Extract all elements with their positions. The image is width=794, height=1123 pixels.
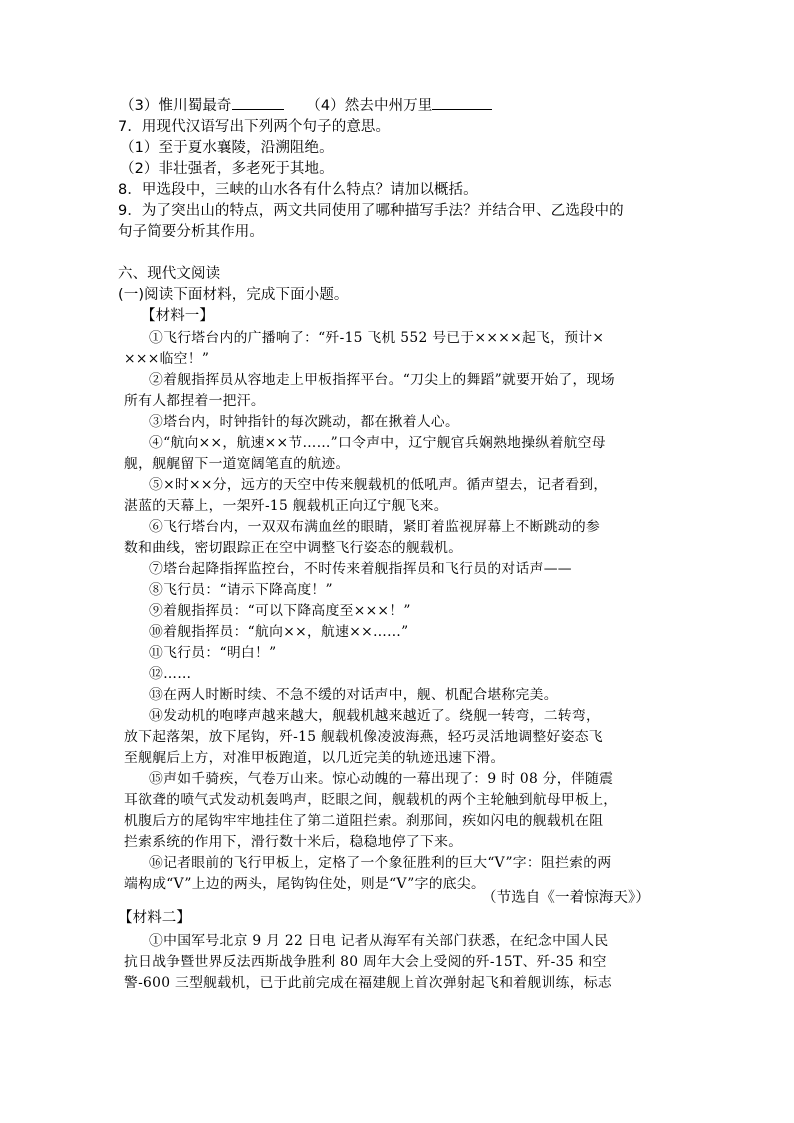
- material-1-source: （节选自《一着惊海天》）: [482, 890, 650, 906]
- paragraph-line: 耳欲聋的喷气式发动机轰鸣声，眨眼之间，舰载机的两个主轮触到航母甲板上，: [124, 792, 618, 808]
- paragraph-line: 所有人都捏着一把汗。: [124, 393, 265, 409]
- question-7-item-1: （1）至于夏水襄陵，沿溯阻绝。: [120, 140, 334, 156]
- paragraph-line: ⑩着舰指挥员：“航向××，航速××……”: [149, 624, 409, 640]
- question-9-line-2: 句子简要分析其作用。: [118, 224, 264, 240]
- question-6-item-3: （3）惟川蜀最奇: [120, 98, 232, 114]
- material-1-label: 【材料一】: [141, 308, 214, 324]
- paragraph-line: ⑨着舰指挥员：“可以下降高度至×××！”: [149, 603, 411, 619]
- paragraph-line: 拦索系统的作用下，滑行数十米后，稳稳地停了下来。: [124, 834, 463, 850]
- answer-blank[interactable]: [432, 95, 492, 110]
- answer-blank[interactable]: [232, 95, 284, 110]
- paragraph-line: ⑤×时××分，远方的天空中传来舰载机的低吼声。循声望去，记者看到，: [149, 477, 608, 493]
- paragraph-line: ②着舰指挥员从容地走上甲板指挥平台。“刀尖上的舞蹈”就要开始了，现场: [149, 372, 615, 388]
- section-6-subheading: (一)阅读下面材料，完成下面小题。: [118, 287, 349, 303]
- paragraph-line: ①中国军号北京 9 月 22 日电 记者从海军有关部门获悉，在纪念中国人民: [149, 933, 609, 949]
- paragraph-line: 舰，舰艉留下一道宽阔笔直的航迹。: [124, 456, 350, 472]
- paragraph-line: 至舰艉后上方，对准甲板跑道，以几近完美的轨迹迅速下滑。: [124, 750, 505, 766]
- paragraph-line: ⑦塔台起降指挥监控台，不时传来着舰指挥员和飞行员的对话声——: [149, 561, 572, 577]
- paragraph-line: 数和曲线，密切跟踪正在空中调整飞行姿态的舰载机。: [124, 540, 463, 556]
- paragraph-line: ⑬在两人时断时续、不急不缓的对话声中，舰、机配合堪称完美。: [149, 687, 558, 703]
- material-2-label: 【材料二】: [118, 910, 191, 926]
- question-7-stem: 7．用现代汉语写出下列两个句子的意思。: [118, 119, 391, 135]
- paragraph-line: 机腹后方的尾钩牢牢地挂住了第二道阻拦索。刹那间，疾如闪电的舰载机在阻: [124, 813, 604, 829]
- paragraph-line: 警-600 三型舰载机，已于此前完成在福建舰上首次弹射起飞和着舰训练，标志: [124, 975, 612, 991]
- paragraph-line: 湛蓝的天幕上，一架歼-15 舰载机正向辽宁舰飞来。: [124, 498, 448, 514]
- question-7-item-2: （2）非壮强者，多老死于其地。: [120, 161, 334, 177]
- paragraph-line: 放下起落架，放下尾钩，歼-15 舰载机像凌波海燕，轻巧灵活地调整好姿态飞: [124, 729, 603, 745]
- paragraph-line: 抗日战争暨世界反法西斯战争胜利 80 周年大会上受阅的歼-15T、歼-35 和空: [124, 954, 607, 970]
- section-6-heading: 六、现代文阅读: [118, 266, 221, 282]
- question-8: 8．甲选段中，三峡的山水各有什么特点？请加以概括。: [118, 182, 478, 198]
- paragraph-line: ⑯记者眼前的飞行甲板上，定格了一个象征胜利的巨大“V”字：阻拦索的两: [149, 855, 612, 871]
- paragraph-line: ⑭发动机的咆哮声越来越大，舰载机越来越近了。绕舰一转弯，二转弯，: [149, 708, 601, 724]
- paragraph-line: ①飞行塔台内的广播响了：“歼-15 飞机 552 号已于××××起飞，预计×: [149, 330, 605, 346]
- paragraph-line: 端构成“V”上边的两头，尾钩钩住处，则是“V”字的底尖。: [124, 876, 486, 892]
- paragraph-line: ⑧飞行员：“请示下降高度！”: [149, 582, 333, 598]
- question-6-item-4: （4）然去中州万里: [306, 98, 433, 114]
- paragraph-line: ⑪飞行员：“明白！”: [149, 645, 277, 661]
- question-9-line-1: 9．为了突出山的特点，两文共同使用了哪种描写手法？并结合甲、乙选段中的: [118, 203, 624, 219]
- paragraph-line: ×××临空！”: [124, 351, 210, 367]
- paragraph-line: ⑥飞行塔台内，一双双布满血丝的眼睛，紧盯着监视屏幕上不断跳动的参: [149, 519, 601, 535]
- paragraph-line: ⑮声如千骑疾，气卷万山来。惊心动魄的一幕出现了：9 时 08 分，伴随震: [149, 771, 614, 787]
- paragraph-line: ④“航向××，航速××节……”口令声中，辽宁舰官兵娴熟地操纵着航空母: [149, 435, 606, 451]
- paragraph-line: ③塔台内，时钟指针的每次跳动，都在揪着人心。: [149, 414, 460, 430]
- question-6-items: [120, 95, 492, 116]
- paragraph-line: ⑫……: [149, 666, 192, 682]
